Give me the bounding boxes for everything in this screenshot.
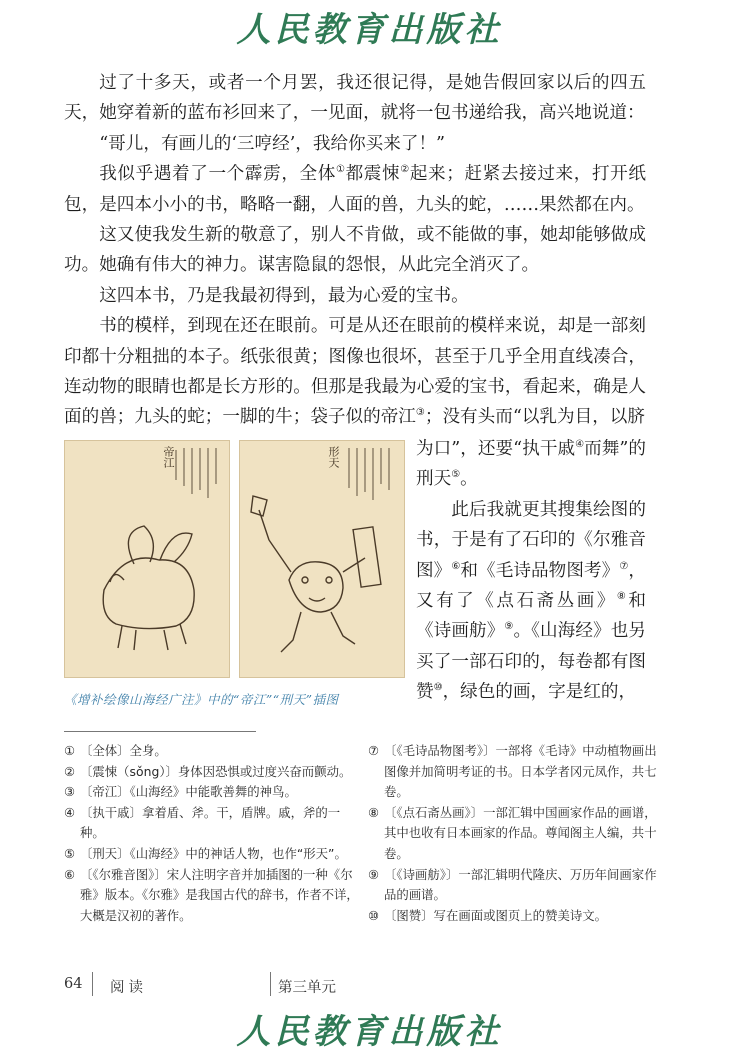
footnote-number: ⑩ bbox=[368, 907, 380, 923]
footnote-text: 〔刑天〕《山海经》中的神话人物，也作“形天”。 bbox=[80, 845, 347, 861]
paragraph-5: 这四本书，乃是我最初得到，最为心爱的宝书。 bbox=[99, 285, 469, 306]
footnote-text: 〔帝江〕《山海经》中能歌善舞的神鸟。 bbox=[80, 784, 297, 800]
footnote-ref-2[interactable]: ② bbox=[400, 164, 410, 176]
page-footer bbox=[64, 968, 664, 1000]
text-segment: 都震悚 bbox=[345, 164, 401, 185]
footnote-text: 〔执干戚〕拿着盾、斧。干，盾牌。戚，斧的一种。 bbox=[80, 804, 341, 841]
footnotes-right bbox=[368, 741, 660, 926]
text-segment: 和《毛诗品物图考》 bbox=[460, 560, 620, 581]
side-paragraph-1 bbox=[416, 434, 646, 495]
footnote-item bbox=[368, 741, 660, 803]
footnote-item bbox=[368, 906, 660, 927]
xingtian-illustration bbox=[239, 440, 405, 678]
paragraph-3 bbox=[64, 159, 646, 220]
dijiang-illustration bbox=[64, 440, 230, 678]
footnote-number: ④ bbox=[64, 804, 76, 820]
footnote-number: ② bbox=[64, 763, 76, 779]
footnote-ref-6[interactable]: ⑥ bbox=[451, 560, 461, 572]
footnote-number: ⑤ bbox=[64, 845, 76, 861]
footnote-number: ⑥ bbox=[64, 866, 76, 882]
text-segment: 为口”，还要“执干戚 bbox=[416, 439, 576, 459]
xingtian-drawing bbox=[239, 440, 405, 678]
footnote-ref-3[interactable]: ③ bbox=[415, 407, 425, 419]
page-number: 64 bbox=[64, 976, 83, 992]
side-paragraph-2 bbox=[416, 495, 646, 708]
footnote-text: 〔图赞〕写在画面或图页上的赞美诗文。 bbox=[384, 907, 608, 923]
footnotes-divider bbox=[64, 731, 256, 732]
footnote-item bbox=[368, 865, 660, 906]
text-segment: 。 bbox=[460, 469, 478, 490]
footnote-ref-4[interactable]: ④ bbox=[575, 439, 585, 450]
footnote-item bbox=[368, 803, 660, 865]
footnote-ref-8[interactable]: ⑧ bbox=[616, 591, 629, 603]
footnote-text: 〔《诗画舫》〕一部汇辑明代隆庆、万历年间画家作品的画谱。 bbox=[384, 866, 657, 903]
footnote-text: 〔《点石斋丛画》〕一部汇辑中国画家作品的画谱，其中也收有日本画家的作品。尊闻阁主人编，共十卷。 bbox=[384, 804, 657, 861]
footnote-text: 〔《毛诗品物图考》〕一部将《毛诗》中动植物画出图像并加简明考证的书。日本学者冈元凤作，共七卷。 bbox=[384, 743, 657, 800]
illustration-figure bbox=[64, 440, 406, 678]
footnote-item bbox=[64, 865, 360, 927]
footnote-text: 〔《尔雅音图》〕宋人注明字音并加插图的一种《尔雅》版本。《尔雅》是我国古代的辞书，作者不详，大概是汉初的著作。 bbox=[80, 866, 359, 923]
footnote-item bbox=[64, 762, 360, 783]
footnote-number: ① bbox=[64, 743, 76, 758]
xingtian-label: 形天 bbox=[327, 446, 340, 468]
figure-caption: 《增补绘像山海经广注》中的“帝江”“刑天”插图 bbox=[64, 692, 339, 707]
footnote-number: ③ bbox=[64, 784, 76, 800]
paragraph-1: 过了十多天，或者一个月罢，我还很记得，是她告假回家以后的四五天，她穿着新的蓝布衫回来了，一见面，就将一包书递给我，高兴地说道： bbox=[64, 73, 646, 124]
footnote-ref-1[interactable]: ① bbox=[335, 164, 346, 176]
publisher-logo-top: 人民教育出版社 bbox=[236, 10, 503, 50]
paragraph-2: “哥儿，有画儿的‘三哼经’，我给你买来了！” bbox=[99, 133, 446, 154]
unit-title: 第三单元 bbox=[278, 980, 336, 996]
main-text bbox=[64, 68, 646, 433]
footnote-text: 〔全体〕全身。 bbox=[80, 743, 167, 758]
footnotes-left bbox=[64, 741, 360, 926]
footnote-text: 〔震悚（sǒng）〕身体因恐惧或过度兴奋而颤动。 bbox=[80, 763, 352, 779]
text-segment: ；没有头而“以乳为目，以脐 bbox=[424, 407, 645, 428]
footnote-item bbox=[64, 741, 360, 762]
footer-divider bbox=[270, 972, 271, 996]
footnote-number: ⑦ bbox=[368, 743, 380, 758]
footnote-item bbox=[64, 803, 360, 844]
footer-divider bbox=[92, 972, 93, 996]
text-segment: 起来；赶紧去接过来，打开纸包，是四本小小的书，略略一翻，人面的兽，九头的蛇，……果然都在内。 bbox=[64, 164, 646, 215]
footnote-ref-10[interactable]: ⑩ bbox=[433, 682, 443, 694]
footnote-number: ⑨ bbox=[368, 866, 380, 882]
paragraph-6 bbox=[64, 311, 646, 433]
footnote-ref-5[interactable]: ⑤ bbox=[451, 469, 461, 481]
side-text bbox=[416, 434, 646, 708]
footnote-item bbox=[64, 782, 360, 803]
dijiang-label: 帝江 bbox=[162, 446, 175, 468]
text-segment: 书的模样，到现在还在眼前。可是从还在眼前的模样来说，却是一部刻印都十分粗拙的本子。纸张很黄；图像也很坏，甚至于几乎全用直线凑合，连动物的眼睛也都是长方形的。但那是我最为心爱的宝书，看起来，确是人面的兽；九头的蛇；一脚的牛；袋子似的帝江 bbox=[64, 316, 646, 428]
dijiang-drawing bbox=[64, 440, 230, 678]
text-segment: 。《山海经》也另买了一部石印的，每卷都有图赞 bbox=[416, 621, 646, 703]
text-segment: 而舞”的刑天 bbox=[416, 439, 647, 490]
section-title: 阅读 bbox=[110, 980, 147, 996]
footnote-number: ⑧ bbox=[368, 804, 380, 820]
text-segment: ，又有了《点石斋丛画》 bbox=[416, 560, 646, 612]
publisher-logo-bottom: 人民教育出版社 bbox=[236, 1012, 503, 1052]
text-segment: 和《诗画舫》 bbox=[416, 591, 646, 642]
text-segment: 我似乎遇着了一个霹雳，全体 bbox=[99, 164, 336, 185]
footnote-item bbox=[64, 844, 360, 865]
text-segment: ，绿色的画，字是红的， bbox=[442, 682, 637, 703]
paragraph-4: 这又使我发生新的敬意了，别人不肯做，或不能做的事，她却能够做成功。她确有伟大的神力。谋害隐鼠的怨恨，从此完全消灭了。 bbox=[64, 225, 646, 276]
footnote-ref-9[interactable]: ⑨ bbox=[504, 621, 514, 633]
text-segment: 此后我就更其搜集绘图的书，于是有了石印的《尔雅音图》 bbox=[416, 499, 646, 581]
footnote-ref-7[interactable]: ⑦ bbox=[619, 560, 629, 572]
